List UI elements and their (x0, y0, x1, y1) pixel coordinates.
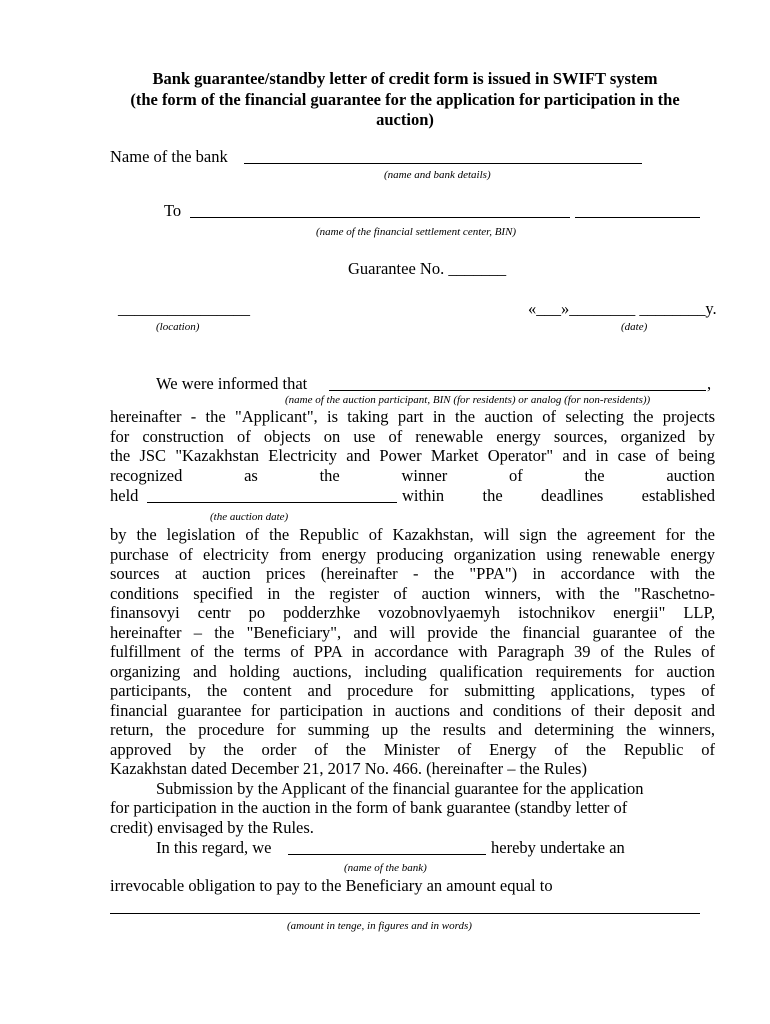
applicant-caption: (name of the auction participant, BIN (for residents) or analog (for non-residents)) (285, 394, 651, 406)
word: the (584, 466, 605, 485)
word: the (482, 486, 503, 505)
date-blank[interactable]: «___»________ ________y. (528, 299, 717, 318)
recipient-name-blank[interactable] (190, 217, 570, 218)
recognized-line (110, 466, 715, 486)
held-line-tail (402, 486, 715, 506)
auction-date-blank[interactable] (147, 502, 397, 503)
word: established (641, 486, 715, 505)
recipient-bin-blank[interactable] (575, 217, 700, 218)
paragraph-line: fulfillment of the terms of PPA in accordance with Paragraph 39 of the Rules of (110, 642, 715, 661)
paragraph-line: Submission by the Applicant of the financial guarantee for the application (156, 779, 644, 798)
paragraph-line: approved by the order of the Minister of Energy of the Republic of (110, 740, 715, 759)
guarantee-number: Guarantee No. _______ (348, 259, 507, 278)
date-caption: (date) (621, 321, 648, 333)
amount-caption: (amount in tenge, in figures and in words) (287, 920, 472, 932)
paragraph-line: participants, the content and procedure for submitting applications, types of (110, 681, 715, 700)
paragraph-line: hereinafter - the "Applicant", is taking part in the auction of selecting the projects (110, 407, 715, 426)
paragraph-line: financial guarantee for participation in auctions and conditions of their deposit and (110, 701, 715, 720)
bank-caption: (name of the bank) (344, 862, 427, 874)
paragraph-line: return, the procedure for summing up the results and determining the winners, (110, 720, 715, 739)
paragraph-line: by the legislation of the Republic of Kazakhstan, will sign the agreement for the (110, 525, 715, 544)
bank-name-label: Name of the bank (110, 147, 228, 166)
applicant-name-blank[interactable] (329, 390, 706, 391)
paragraph-line: conditions specified in the register of auction winners, with the "Raschetno- (110, 584, 715, 603)
paragraph-line: the JSC "Kazakhstan Electricity and Power Market Operator" and in case of being (110, 446, 715, 465)
recipient-caption: (name of the financial settlement center, BIN) (316, 226, 517, 238)
obligation-line: irrevocable obligation to pay to the Beneficiary an amount equal to (110, 876, 553, 895)
bank-name-blank-2[interactable] (288, 854, 486, 855)
paragraph-line: sources at auction prices (hereinafter - the "PPA") in accordance with the (110, 564, 715, 583)
document-title-line-1: Bank guarantee/standby letter of credit form is issued in SWIFT system (152, 69, 658, 88)
paragraph-line: for participation in the auction in the form of bank guarantee (standby letter of (110, 798, 628, 817)
recipient-label: To (164, 201, 182, 220)
regard-suffix: hereby undertake an (491, 838, 625, 857)
word: recognized (110, 466, 183, 485)
word: of (509, 466, 523, 485)
word: winner (401, 466, 448, 485)
paragraph-line: hereinafter – the "Beneficiary", and will provide the financial guarantee of the (110, 623, 715, 642)
word: the (319, 466, 340, 485)
bank-name-blank[interactable] (244, 163, 642, 164)
held-word: held (110, 486, 139, 505)
paragraph-line: for construction of objects on use of renewable energy sources, organized by (110, 427, 715, 446)
paragraph-line: organizing and holding auctions, including qualification requirements for auction (110, 662, 715, 681)
location-caption: (location) (156, 321, 200, 333)
word: within (402, 486, 445, 505)
regard-prefix: In this regard, we (156, 838, 272, 857)
paragraph-line: purchase of electricity from energy producing organization using renewable energy (110, 545, 715, 564)
informed-text: We were informed that (156, 374, 308, 393)
amount-blank[interactable] (110, 913, 700, 914)
paragraph-line: credit) envisaged by the Rules. (110, 818, 314, 837)
auction-date-caption: (the auction date) (210, 511, 289, 523)
paragraph-line: Kazakhstan dated December 21, 2017 No. 466. (hereinafter – the Rules) (110, 759, 587, 778)
document-title-line-3: auction) (376, 110, 434, 129)
informed-comma: , (707, 374, 712, 393)
bank-name-caption: (name and bank details) (384, 169, 491, 181)
location-blank[interactable]: ________________ (118, 299, 250, 318)
paragraph-line: finansovyi centr po podderzhke vozobnovlyaemyh istochnikov energii" LLP, (110, 603, 715, 622)
word: as (244, 466, 258, 485)
document-title-line-2: (the form of the financial guarantee for the application for participation in the (130, 90, 680, 109)
word: auction (666, 466, 715, 485)
word: deadlines (541, 486, 604, 505)
